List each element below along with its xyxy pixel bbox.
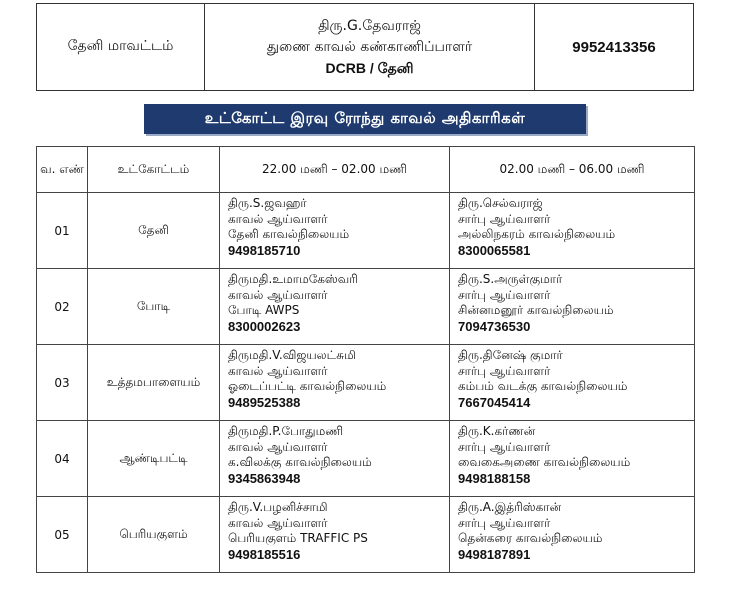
officer-phone: 7667045414 bbox=[458, 394, 531, 410]
officer-phone: 9345863948 bbox=[228, 470, 301, 486]
officer-phone: 9952413356 bbox=[572, 38, 656, 56]
subdivision-name: தேனி bbox=[138, 222, 169, 237]
section-title-banner bbox=[144, 104, 586, 134]
subdivision-cell bbox=[88, 269, 220, 345]
serial-number: 03 bbox=[54, 375, 70, 390]
subdivision-cell bbox=[88, 345, 220, 421]
subdivision-name: ஆண்டிபட்டி bbox=[119, 450, 188, 465]
officer-designation: சார்பு ஆய்வாளர் bbox=[458, 515, 551, 530]
officer-name: திருமதி.P.போதுமணி bbox=[228, 424, 344, 438]
subdivision-cell bbox=[88, 497, 220, 573]
sno-cell bbox=[37, 497, 88, 573]
table-row bbox=[37, 193, 695, 269]
officer-name: திரு.தினேஷ் குமார் bbox=[458, 348, 563, 362]
shift2-officer-cell bbox=[450, 421, 695, 497]
subdivision-cell bbox=[88, 421, 220, 497]
officer-name: திரு.G.தேவராஜ் bbox=[318, 17, 421, 34]
officer-phone: 8300002623 bbox=[228, 318, 301, 334]
col-header-shift2: 02.00 மணி – 06.00 மணி bbox=[450, 147, 695, 193]
serial-number: 01 bbox=[54, 223, 70, 238]
sno-cell bbox=[37, 421, 88, 497]
officer-name: திரு.V.பழனிச்சாமி bbox=[228, 500, 328, 514]
subdivision-cell bbox=[88, 193, 220, 269]
serial-number: 05 bbox=[54, 527, 70, 542]
phone-cell bbox=[535, 4, 693, 90]
header-box bbox=[36, 3, 694, 91]
col-header-sno: வ. எண் bbox=[37, 147, 88, 193]
officer-name: திரு.செல்வராஜ் bbox=[458, 196, 543, 210]
shift2-officer-cell bbox=[450, 497, 695, 573]
subdivision-name: உத்தமபாளையம் bbox=[106, 374, 201, 389]
sno-cell bbox=[37, 269, 88, 345]
officer-designation: காவல் ஆய்வாளர் bbox=[228, 211, 328, 226]
officer-phone: 7094736530 bbox=[458, 318, 531, 334]
sno-cell bbox=[37, 193, 88, 269]
officer-name: திருமதி.உமாமகேஸ்வரி bbox=[228, 272, 358, 286]
table-row bbox=[37, 497, 695, 573]
shift1-officer-cell bbox=[220, 421, 450, 497]
section-title: உட்கோட்ட இரவு ரோந்து காவல் அதிகாரிகள் bbox=[204, 109, 526, 127]
officer-name: திரு.A.இத்ரிஸ்கான் bbox=[458, 500, 562, 514]
officer-station: போடி AWPS bbox=[228, 303, 300, 317]
sno-cell bbox=[37, 345, 88, 421]
officer-station: தென்கரை காவல்நிலையம் bbox=[458, 531, 603, 545]
subdivision-name: பெரியகுளம் bbox=[119, 526, 188, 541]
officer-designation: சார்பு ஆய்வாளர் bbox=[458, 211, 551, 226]
shift2-officer-cell bbox=[450, 345, 695, 421]
officer-designation: துணை காவல் கண்காணிப்பாளர் bbox=[266, 38, 473, 55]
officer-name: திருமதி.V.விஜயலட்சுமி bbox=[228, 348, 356, 362]
officer-phone: 9498185516 bbox=[228, 546, 301, 562]
officer-designation: சார்பு ஆய்வாளர் bbox=[458, 287, 551, 302]
district-cell bbox=[37, 4, 205, 90]
patrol-officers-table bbox=[36, 146, 695, 573]
shift1-officer-cell bbox=[220, 193, 450, 269]
shift2-officer-cell bbox=[450, 269, 695, 345]
officer-station: அல்லிநகரம் காவல்நிலையம் bbox=[458, 227, 616, 241]
officer-phone: 9498187891 bbox=[458, 546, 531, 562]
col-header-shift1: 22.00 மணி – 02.00 மணி bbox=[220, 147, 450, 193]
officer-station: ஓடைப்பட்டி காவல்நிலையம் bbox=[228, 379, 387, 393]
shift1-officer-cell bbox=[220, 269, 450, 345]
district-name: தேனி மாவட்டம் bbox=[67, 38, 174, 54]
table-header-row bbox=[37, 147, 695, 193]
officer-designation: காவல் ஆய்வாளர் bbox=[228, 515, 328, 530]
officer-phone: 8300065581 bbox=[458, 242, 531, 258]
officer-designation: காவல் ஆய்வாளர் bbox=[228, 363, 328, 378]
officer-station: கம்பம் வடக்கு காவல்நிலையம் bbox=[458, 379, 628, 393]
officer-name: திரு.S.அருள்குமார் bbox=[458, 272, 563, 286]
shift1-officer-cell bbox=[220, 497, 450, 573]
shift1-officer-cell bbox=[220, 345, 450, 421]
shift2-officer-cell bbox=[450, 193, 695, 269]
subdivision-name: போடி bbox=[136, 298, 171, 313]
table-row bbox=[37, 345, 695, 421]
officer-phone: 9498188158 bbox=[458, 470, 531, 486]
officer-designation: சார்பு ஆய்வாளர் bbox=[458, 439, 551, 454]
officer-station: வைகைஅணை காவல்நிலையம் bbox=[458, 455, 631, 469]
officer-station: தேனி காவல்நிலையம் bbox=[228, 227, 350, 241]
officer-station: பெரியகுளம் TRAFFIC PS bbox=[228, 531, 368, 545]
officer-phone: 9498185710 bbox=[228, 242, 301, 258]
officer-designation: காவல் ஆய்வாளர் bbox=[228, 287, 328, 302]
serial-number: 02 bbox=[54, 299, 70, 314]
officer-station: சின்னமனூர் காவல்நிலையம் bbox=[458, 303, 614, 317]
officer-designation: சார்பு ஆய்வாளர் bbox=[458, 363, 551, 378]
officer-name: திரு.S.ஜவஹர் bbox=[228, 196, 307, 210]
table-row bbox=[37, 269, 695, 345]
col-header-subdivision: உட்கோட்டம் bbox=[88, 147, 220, 193]
officer-designation: காவல் ஆய்வாளர் bbox=[228, 439, 328, 454]
officer-cell bbox=[205, 4, 535, 90]
table-row bbox=[37, 421, 695, 497]
officer-station: க.விலக்கு காவல்நிலையம் bbox=[228, 455, 372, 469]
officer-unit: DCRB / தேனி bbox=[325, 59, 414, 76]
officer-name: திரு.K.கர்ணன் bbox=[458, 424, 536, 438]
officer-phone: 9489525388 bbox=[228, 394, 301, 410]
serial-number: 04 bbox=[54, 451, 70, 466]
